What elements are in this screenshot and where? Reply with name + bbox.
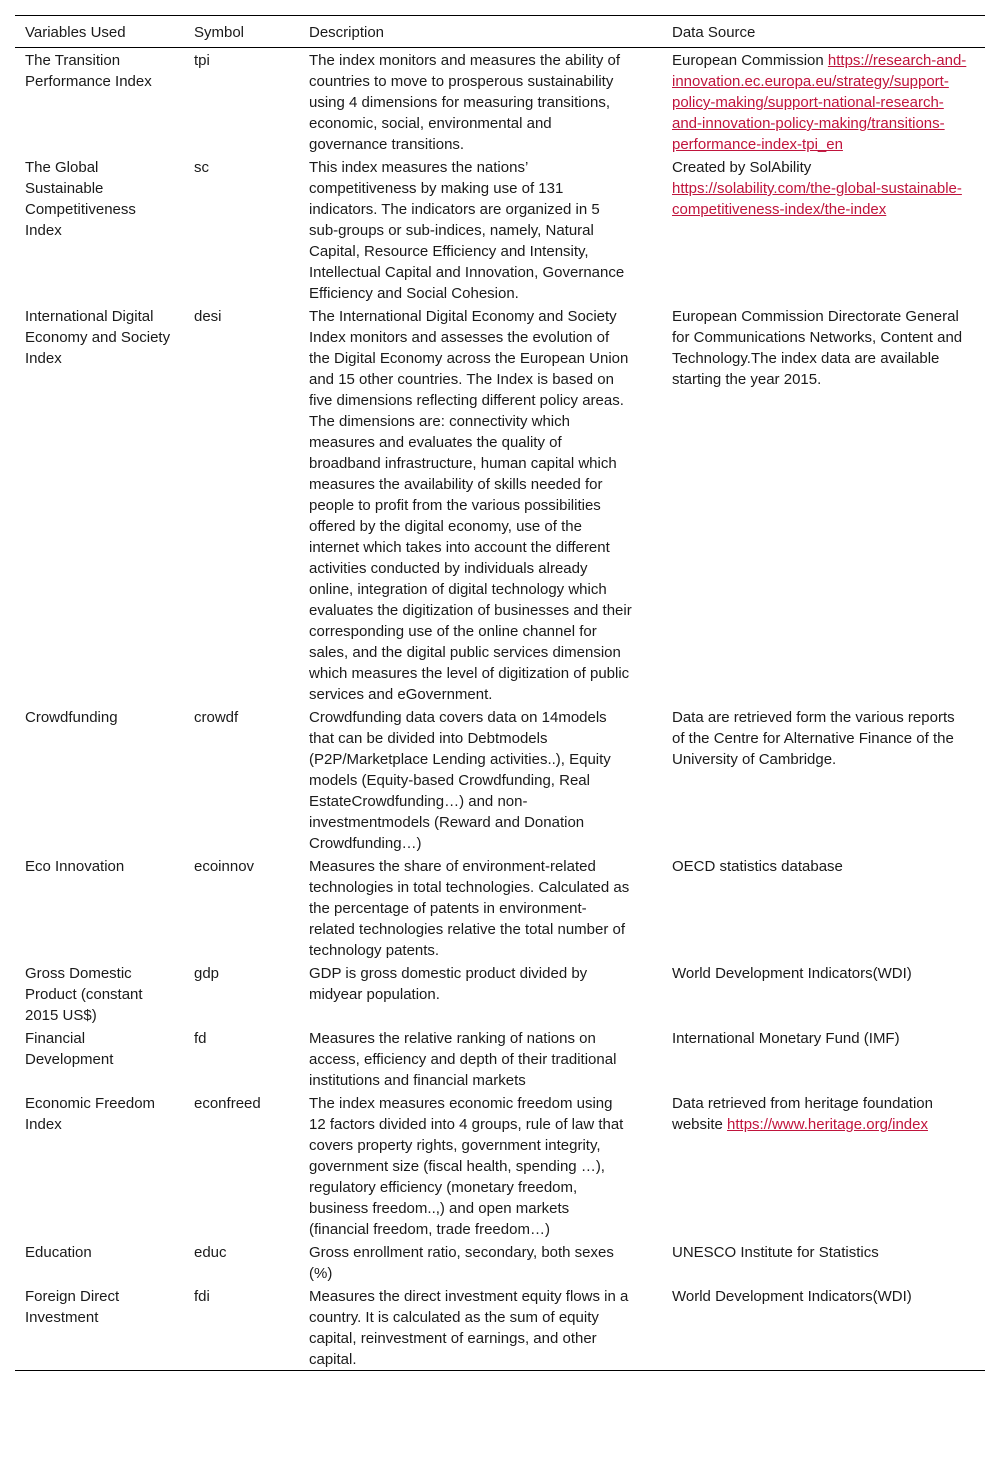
description-cell: Crowdfunding data covers data on 14models that can be divided into Debtmodels (P2P/Marketplace Lending activities..), Equity models (Equity-based Crowdfunding, Real EstateCrowdfunding…) and non-investmentmodels (Reward and Donation Crowdfunding…) bbox=[309, 709, 611, 852]
variable-cell: Crowdfunding bbox=[25, 709, 118, 726]
data-source-link[interactable]: https://research-and-innovation.ec.europa.eu/strategy/support-policy-making/support-national-research-and-innovation-policy-making/transitions-performance-index-tpi_en bbox=[672, 52, 967, 153]
data-source-text: Data are retrieved form the various reports of the Centre for Alternative Finance of the University of Cambridge. bbox=[672, 709, 955, 768]
data-source-cell bbox=[662, 1284, 985, 1371]
table-row bbox=[15, 854, 985, 961]
data-source-text: European Commission bbox=[672, 52, 828, 69]
data-source-text: World Development Indicators(WDI) bbox=[672, 965, 912, 982]
variables-table bbox=[15, 15, 985, 1371]
data-source-cell bbox=[662, 1091, 985, 1240]
description-cell: This index measures the nations’ competitiveness by making use of 131 indicators. The indicators are organized in 5 sub-groups or sub-indices, namely, Natural Capital, Resource Efficiency and Intensity, Intellectual Capital and Innovation, Governance Efficiency and Social Cohesion. bbox=[309, 159, 625, 302]
data-source-cell bbox=[662, 1240, 985, 1284]
description-cell: GDP is gross domestic product divided by midyear population. bbox=[309, 965, 588, 1003]
description-cell: Measures the direct investment equity flows in a country. It is calculated as the sum of equity capital, reinvestment of earnings, and other capital. bbox=[309, 1288, 629, 1368]
data-source-text: European Commission Directorate General for Communications Networks, Content and Technology.The index data are available starting the year 2015. bbox=[672, 308, 963, 388]
header-description: Description bbox=[309, 24, 385, 41]
symbol-cell: sc bbox=[194, 159, 209, 176]
data-source-text: International Monetary Fund (IMF) bbox=[672, 1030, 900, 1047]
description-cell: Measures the relative ranking of nations on access, efficiency and depth of their traditional institutions and financial markets bbox=[309, 1030, 617, 1089]
variable-cell: Gross Domestic Product (constant 2015 US$) bbox=[25, 965, 143, 1024]
symbol-cell: educ bbox=[194, 1244, 227, 1261]
data-source-text: Created by SolAbility bbox=[672, 159, 812, 176]
table-row bbox=[15, 961, 985, 1026]
data-source-cell bbox=[662, 155, 985, 304]
symbol-cell: crowdf bbox=[194, 709, 239, 726]
variable-cell: The Transition Performance Index bbox=[25, 52, 152, 90]
data-source-cell bbox=[662, 1026, 985, 1091]
header-data-source: Data Source bbox=[672, 24, 756, 41]
table-row bbox=[15, 1091, 985, 1240]
variable-cell: Economic Freedom Index bbox=[25, 1095, 156, 1133]
table-header-row bbox=[15, 16, 985, 48]
description-cell: Measures the share of environment-related technologies in total technologies. Calculated as the percentage of patents in environment-related technologies relative the total number of technology patents. bbox=[309, 858, 630, 959]
symbol-cell: ecoinnov bbox=[194, 858, 255, 875]
variable-cell: Financial Development bbox=[25, 1030, 114, 1068]
symbol-cell: econfreed bbox=[194, 1095, 261, 1112]
data-source-text: OECD statistics database bbox=[672, 858, 843, 875]
data-source-text: Data retrieved from heritage foundation website bbox=[672, 1095, 933, 1133]
data-source-cell bbox=[662, 854, 985, 961]
symbol-cell: fdi bbox=[194, 1288, 210, 1305]
table-row bbox=[15, 1026, 985, 1091]
data-source-link[interactable]: https://www.heritage.org/index bbox=[727, 1116, 928, 1133]
header-symbol: Symbol bbox=[194, 24, 245, 41]
data-source-cell bbox=[662, 304, 985, 705]
variable-cell: International Digital Economy and Society Index bbox=[25, 308, 171, 367]
table-row bbox=[15, 1240, 985, 1284]
data-source-cell bbox=[662, 961, 985, 1026]
symbol-cell: fd bbox=[194, 1030, 207, 1047]
data-source-cell bbox=[662, 705, 985, 854]
description-cell: Gross enrollment ratio, secondary, both sexes (%) bbox=[309, 1244, 614, 1282]
data-source-cell bbox=[662, 48, 985, 156]
symbol-cell: gdp bbox=[194, 965, 220, 982]
symbol-cell: tpi bbox=[194, 52, 210, 69]
table-row bbox=[15, 155, 985, 304]
description-cell: The index measures economic freedom using 12 factors divided into 4 groups, rule of law that covers property rights, government integrity, government size (fiscal health, spending …), regulatory efficiency (monetary freedom, business freedom..,) and open markets (financial freedom, trade freedom…) bbox=[309, 1095, 624, 1238]
table-row bbox=[15, 1284, 985, 1371]
data-source-text: World Development Indicators(WDI) bbox=[672, 1288, 912, 1305]
variable-cell: Foreign Direct Investment bbox=[25, 1288, 120, 1326]
variable-cell: Eco Innovation bbox=[25, 858, 125, 875]
header-variables-used: Variables Used bbox=[25, 24, 126, 41]
description-cell: The index monitors and measures the ability of countries to move to prosperous sustainability using 4 dimensions for measuring transitions, economic, social, environmental and governance transitions. bbox=[309, 52, 620, 153]
description-cell: The International Digital Economy and Society Index monitors and assesses the evolution of the Digital Economy across the European Union and 15 other countries. The Index is based on five dimensions reflecting different policy areas. The dimensions are: connectivity which measures and evaluates the quality of broadband infrastructure, human capital which measures the availability of skills needed for people to profit from the various possibilities offered by the digital economy, use of the internet which takes into account the different activities conducted by individuals already online, integration of digital technology which evaluates the digitization of businesses and their corresponding use of the online channel for sales, and the digital public services dimension which measures the level of digitization of public services and eGovernment. bbox=[309, 308, 632, 703]
symbol-cell: desi bbox=[194, 308, 222, 325]
variable-cell: Education bbox=[25, 1244, 92, 1261]
table-row bbox=[15, 304, 985, 705]
data-source-link[interactable]: https://solability.com/the-global-sustainable-competitiveness-index/the-index bbox=[672, 180, 962, 218]
variable-cell: The Global Sustainable Competitiveness Index bbox=[25, 159, 136, 239]
data-source-text: UNESCO Institute for Statistics bbox=[672, 1244, 879, 1261]
table-row bbox=[15, 48, 985, 156]
table-row bbox=[15, 705, 985, 854]
